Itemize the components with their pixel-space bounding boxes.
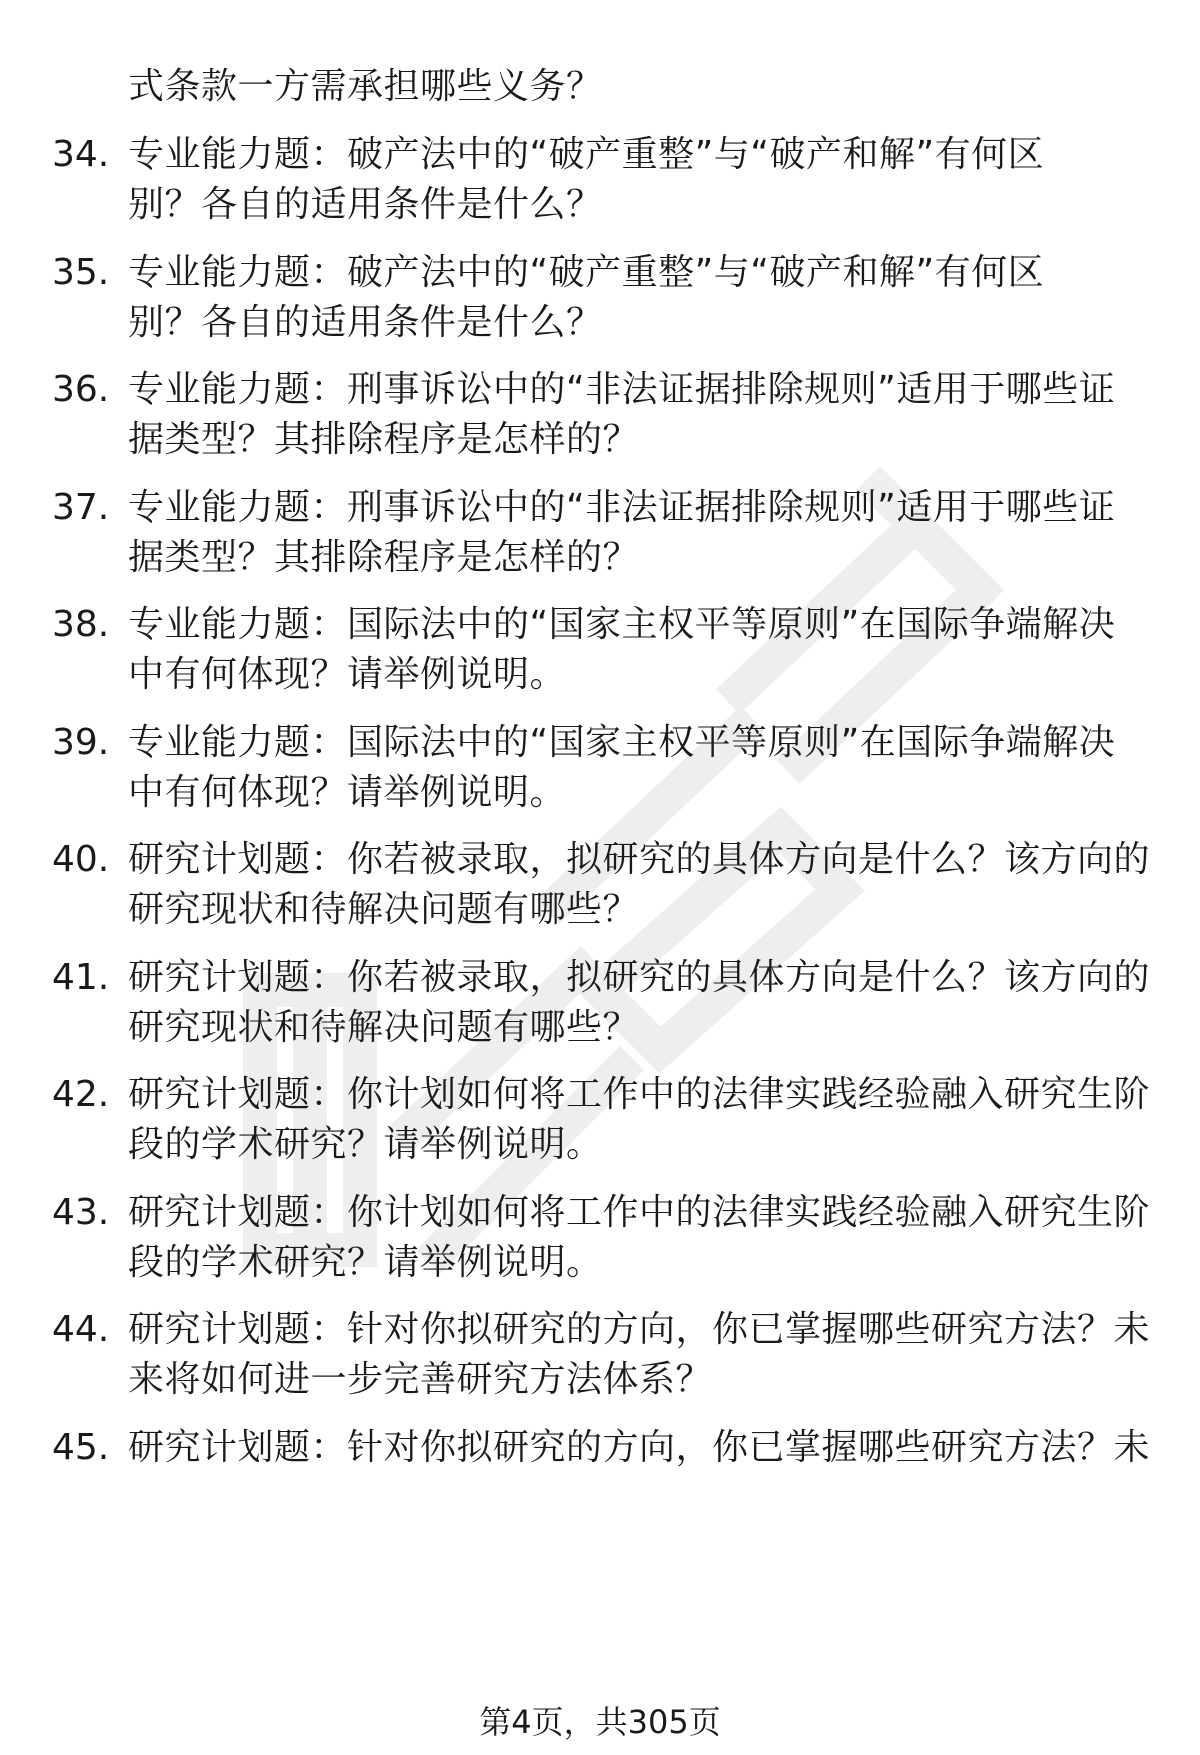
question-text-line: 研究现状和待解决问题有哪些？ [128,1007,640,1048]
question-number: 35. [52,252,110,293]
question-text-line: 段的学术研究？请举例说明。 [128,1242,603,1283]
question-text-line: 专业能力题：国际法中的“国家主权平等原则”在国际争端解决 [128,604,1116,645]
question-number: 34. [52,134,110,175]
question-text-line: 中有何体现？请举例说明。 [128,654,567,695]
question-text-line: 研究计划题：你若被录取，拟研究的具体方向是什么？该方向的 [128,957,1151,998]
question-number: 45. [52,1427,110,1468]
page-number-footer: 第4页，共305页 [479,1703,721,1741]
question-text-line: 别？各自的适用条件是什么？ [128,184,603,225]
question-text-line: 专业能力题：刑事诉讼中的“非法证据排除规则”适用于哪些证 [128,487,1116,528]
question-text-line: 专业能力题：破产法中的“破产重整”与“破产和解”有何区 [128,252,1045,293]
question-text-line: 专业能力题：国际法中的“国家主权平等原则”在国际争端解决 [128,722,1116,763]
question-text [128,365,1138,465]
question-text-line: 研究计划题：你计划如何将工作中的法律实践经验融入研究生阶 [128,1192,1151,1233]
question-text [128,1423,1151,1473]
question-text [128,1070,1151,1170]
question-text-line: 别？各自的适用条件是什么？ [128,302,603,343]
question-text-line: 研究计划题：你若被录取，拟研究的具体方向是什么？该方向的 [128,839,1151,880]
question-text-line: 研究计划题：针对你拟研究的方向，你已掌握哪些研究方法？未 [128,1427,1151,1468]
question-number: 41. [52,957,110,998]
question-text [128,1305,1151,1405]
question-text-line: 来将如何进一步完善研究方法体系？ [128,1359,713,1400]
question-number: 39. [52,722,110,763]
question-text [128,248,1138,348]
question-text-line: 研究现状和待解决问题有哪些？ [128,889,640,930]
question-text-line: 专业能力题：刑事诉讼中的“非法证据排除规则”适用于哪些证 [128,369,1116,410]
question-text-line: 专业能力题：破产法中的“破产重整”与“破产和解”有何区 [128,134,1045,175]
question-number: 43. [52,1192,110,1233]
continued-question-text: 式条款一方需承担哪些义务？ [128,66,603,107]
question-text-line: 据类型？其排除程序是怎样的？ [128,537,640,578]
question-text-line: 研究计划题：针对你拟研究的方向，你已掌握哪些研究方法？未 [128,1309,1151,1350]
question-number: 40. [52,839,110,880]
question-number: 36. [52,369,110,410]
question-text [128,483,1138,583]
question-text [128,835,1151,935]
question-text-line: 研究计划题：你计划如何将工作中的法律实践经验融入研究生阶 [128,1074,1151,1115]
question-text [128,1188,1151,1288]
question-text [128,130,1138,230]
question-text [128,718,1138,818]
question-text-line: 据类型？其排除程序是怎样的？ [128,419,640,460]
question-text-line: 段的学术研究？请举例说明。 [128,1124,603,1165]
question-number: 37. [52,487,110,528]
question-text [128,953,1151,1053]
question-number: 38. [52,604,110,645]
question-number: 44. [52,1309,110,1350]
question-text [128,600,1138,700]
question-number: 42. [52,1074,110,1115]
question-text-line: 中有何体现？请举例说明。 [128,772,567,813]
